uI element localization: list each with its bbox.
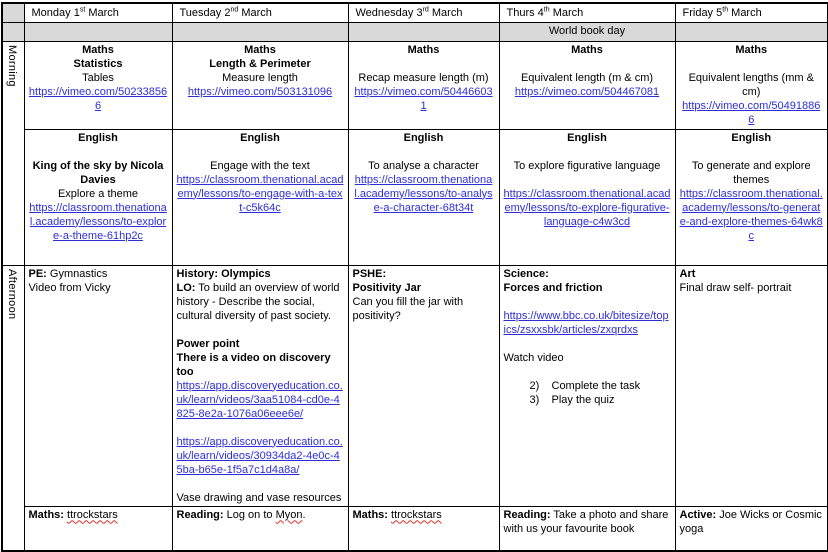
misspelled-word: Myon — [275, 508, 303, 521]
event-wednesday — [348, 22, 499, 41]
ordinal-suffix: rd — [422, 6, 429, 14]
text-tail: . — [302, 508, 306, 521]
subject-label: PE: — [28, 267, 47, 280]
task-line: Tables — [82, 71, 114, 84]
task-line: Explore a theme — [57, 187, 139, 200]
instruction-line: Watch video — [503, 351, 564, 364]
english-row — [2, 129, 828, 265]
spacer — [680, 145, 824, 159]
task-line: Equivalent length (m & cm) — [520, 71, 654, 84]
day-label: Friday 5 — [682, 7, 723, 19]
subject-title: English — [731, 131, 772, 144]
header-tuesday — [172, 3, 348, 22]
subject-line: Science: — [503, 267, 549, 280]
spacer — [353, 145, 495, 159]
morning-label: Morning — [6, 44, 18, 87]
month-label: March — [238, 7, 272, 19]
spacer — [504, 173, 671, 187]
ordinal-suffix: nd — [230, 6, 239, 14]
thursday-english-cell — [499, 129, 675, 265]
step-text: Complete the task — [551, 379, 641, 392]
day-label: Wednesday 3 — [355, 7, 423, 19]
subject-title: English — [403, 131, 444, 144]
homework-label: Maths: — [352, 508, 388, 521]
friday-maths-cell — [675, 41, 828, 129]
task-line: Recap measure length (m) — [358, 71, 489, 84]
header-thursday — [499, 3, 675, 22]
powerpoint-note: Power point — [176, 337, 240, 350]
afternoon-row-label — [2, 265, 24, 551]
task-line: Engage with the text — [210, 159, 310, 172]
subject-title: English — [567, 131, 607, 144]
afternoon-row — [2, 265, 828, 506]
friday-homework-cell — [675, 506, 828, 551]
tuesday-afternoon-cell — [172, 265, 348, 506]
bbc-bitesize-link[interactable]: https://www.bbc.co.uk/bitesize/topics/zsxxsbk/articles/zxqrdxs — [503, 309, 669, 336]
event-row — [2, 22, 828, 41]
event-corner-cell — [2, 22, 24, 41]
task-line: Final draw self- portrait — [679, 281, 792, 294]
monday-homework-cell — [24, 506, 172, 551]
header-row — [2, 3, 828, 22]
ordinal-suffix: th — [543, 6, 550, 14]
misspelled-word: ttrockstars — [391, 508, 442, 521]
friday-english-cell — [675, 129, 828, 265]
monday-maths-cell — [24, 41, 172, 129]
event-tuesday — [172, 22, 348, 41]
spacer — [504, 365, 671, 379]
homework-label: Reading: — [503, 508, 551, 521]
task-line: Equivalent lengths (mm & cm) — [688, 71, 814, 98]
thursday-afternoon-cell — [499, 265, 675, 506]
friday-afternoon-cell — [675, 265, 828, 506]
subject-title: Maths — [82, 43, 114, 56]
day-label: Monday 1 — [31, 7, 80, 19]
afternoon-label: Afternoon — [6, 268, 18, 319]
spacer — [177, 477, 344, 491]
lesson-link[interactable]: https://classroom.thenational.academy/lessons/to-analyse-a-character-68t34t — [354, 173, 493, 214]
header-friday — [675, 3, 828, 22]
task-line: Can you fill the jar with positivity? — [352, 295, 464, 322]
vimeo-link[interactable]: https://vimeo.com/504918866 — [682, 99, 821, 126]
header-wednesday — [348, 3, 499, 22]
task-line: To generate and explore themes — [691, 159, 811, 186]
day-label: Thurs 4 — [506, 7, 544, 19]
step-number: 3) — [529, 393, 540, 406]
homework-text: Joe Wicks or Cosmic yoga — [679, 508, 822, 535]
text-gap: Log on to — [223, 508, 276, 521]
month-label: March — [428, 7, 463, 19]
vimeo-link[interactable]: https://vimeo.com/502338566 — [28, 85, 168, 112]
lo-text: To build an overview of world history - Describe the social, cultural diversity of past society. — [176, 281, 340, 322]
lesson-link[interactable]: https://classroom.thenational.academy/lessons/to-generate-and-explore-themes-64wk8c — [679, 187, 823, 242]
subject-line: PSHE: — [352, 267, 387, 280]
thursday-homework-cell — [499, 506, 675, 551]
topic-line: Positivity Jar — [352, 281, 421, 294]
subject-title: Maths — [571, 43, 603, 56]
topic-line: Forces and friction — [503, 281, 603, 294]
homework-label: Active: — [679, 508, 717, 521]
subject-text: Gymnastics — [46, 267, 108, 280]
step-text: Play the quiz — [551, 393, 615, 406]
task-line: To explore figurative language — [513, 159, 661, 172]
vimeo-link[interactable]: https://vimeo.com/504467081 — [514, 85, 660, 98]
event-thursday: World book day — [499, 22, 675, 41]
misspelled-word: ttrockstars — [67, 508, 118, 521]
spacer — [353, 57, 495, 71]
subject-title: English — [78, 131, 118, 144]
month-label: March — [85, 7, 119, 19]
tuesday-english-cell — [172, 129, 348, 265]
subject-title: Maths — [244, 43, 276, 56]
spacer — [29, 145, 168, 159]
homework-row — [2, 506, 828, 551]
vimeo-link[interactable]: https://vimeo.com/504466031 — [354, 85, 493, 112]
spacer — [177, 323, 344, 337]
topic-line: Length & Perimeter — [209, 57, 311, 70]
event-friday — [675, 22, 828, 41]
maths-row — [2, 41, 828, 129]
subject-title: Maths — [407, 43, 440, 56]
note-line: Video from Vicky — [28, 281, 111, 294]
homework-line — [680, 508, 824, 536]
spacer — [680, 57, 824, 71]
tuesday-maths-cell — [172, 41, 348, 129]
corner-cell — [2, 3, 24, 22]
subject-line: Art — [679, 267, 696, 280]
step-item — [504, 393, 671, 407]
event-monday — [24, 22, 172, 41]
wednesday-english-cell — [348, 129, 499, 265]
lesson-link[interactable]: https://classroom.thenational.academy/lessons/to-explore-a-theme-61hp2c — [29, 201, 167, 242]
homework-label: Maths: — [28, 508, 64, 521]
spacer — [504, 57, 671, 71]
homework-line — [504, 508, 671, 536]
resources-note: Vase drawing and vase resources — [176, 491, 342, 504]
video-note: There is a video on discovery too — [176, 351, 331, 378]
task-line: Measure length — [222, 71, 298, 84]
thursday-maths-cell — [499, 41, 675, 129]
homework-line — [353, 508, 495, 522]
header-monday — [24, 3, 172, 22]
wednesday-maths-cell — [348, 41, 499, 129]
subject-line: History: Olympics — [176, 267, 271, 280]
learning-objective — [177, 281, 344, 323]
spacer — [177, 145, 344, 159]
spacer — [504, 145, 671, 159]
homework-line — [29, 508, 168, 522]
homework-text: Take a photo and share with us your favourite book — [503, 508, 669, 535]
topic-line: Statistics — [73, 57, 123, 70]
subject-title: English — [240, 131, 280, 144]
subject-title: Maths — [735, 43, 768, 56]
homework-line — [177, 508, 344, 522]
weekly-timetable-table — [1, 2, 828, 552]
ordinal-suffix: th — [722, 6, 729, 14]
lo-label: LO: — [176, 281, 196, 294]
month-label: March — [549, 7, 584, 19]
subject-line — [29, 267, 168, 281]
month-label: March — [728, 7, 762, 19]
discovery-video-link-2[interactable]: https://app.discoveryeducation.co.uk/learn/videos/30934da2-4e0c-45ba-b65e-1f5a7c1d4a8a/ — [176, 435, 343, 476]
vimeo-link[interactable]: https://vimeo.com/503131096 — [187, 85, 333, 98]
monday-afternoon-cell — [24, 265, 172, 506]
spacer — [504, 337, 671, 351]
discovery-video-link-1[interactable]: https://app.discoveryeducation.co.uk/learn/videos/3aa51084-cd0e-4825-8e2a-1076a06eee6e/ — [176, 379, 343, 420]
lesson-link[interactable]: https://classroom.thenational.academy/lessons/to-explore-figurative-language-c4w3cd — [503, 187, 671, 228]
ordinal-suffix: st — [79, 6, 86, 14]
book-title: King of the sky by Nicola Davies — [32, 159, 164, 186]
monday-english-cell — [24, 129, 172, 265]
step-number: 2) — [529, 379, 540, 392]
step-item — [504, 379, 671, 393]
day-label: Tuesday 2 — [179, 7, 231, 19]
wednesday-afternoon-cell — [348, 265, 499, 506]
lesson-link[interactable]: https://classroom.thenational.academy/lessons/to-engage-with-a-text-c5k64c — [176, 173, 344, 214]
spacer — [504, 295, 671, 309]
wednesday-homework-cell — [348, 506, 499, 551]
spacer — [177, 421, 344, 435]
homework-label: Reading: — [176, 508, 224, 521]
morning-row-label — [2, 41, 24, 265]
tuesday-homework-cell — [172, 506, 348, 551]
task-line: To analyse a character — [368, 159, 479, 172]
